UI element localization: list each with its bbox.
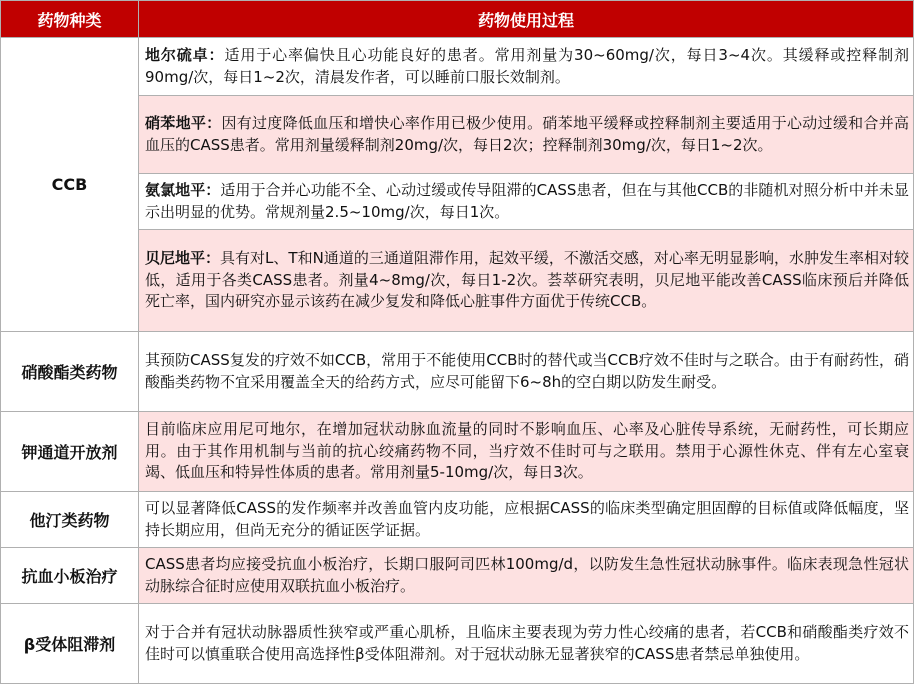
category-antiplatelet: 抗血小板治疗 (1, 548, 139, 604)
table-row (1, 38, 914, 96)
header-row (1, 1, 914, 38)
category-nitrates: 硝酸酯类药物 (1, 332, 139, 412)
ccb-benidipine (139, 230, 914, 332)
table-row (1, 604, 914, 684)
header-drug-category: 药物种类 (1, 1, 139, 38)
potassium-channel-description: 目前临床应用尼可地尔，在增加冠状动脉血流量的同时不影响血压、心率及心脏传导系统，无耐药性，可长期应用。由于其作用机制与当前的抗心绞痛药物不同，当疗效不佳时可与之联用。禁用于心源性休克、伴有左心室衰竭、低血压和特异性体质的患者。常用剂量5-10mg/次，每日3次。 (139, 412, 914, 492)
drug-description: 适用于心率偏快且心功能良好的患者。常用剂量为30~60mg/次，每日3~4次。其缓释或控释制剂90mg/次，每日1~2次，清晨发作者，可以睡前口服长效制剂。 (145, 46, 909, 86)
category-beta-blockers: β受体阻滞剂 (1, 604, 139, 684)
antiplatelet-description: CASS患者均应接受抗血小板治疗，长期口服阿司匹林100mg/d，以防发生急性冠状动脉事件。临床表现急性冠状动脉综合征时应使用双联抗血小板治疗。 (139, 548, 914, 604)
header-drug-usage: 药物使用过程 (139, 1, 914, 38)
table-row (1, 548, 914, 604)
table-row (1, 332, 914, 412)
category-statins: 他汀类药物 (1, 492, 139, 548)
table-row (1, 492, 914, 548)
category-potassium-channel-openers: 钾通道开放剂 (1, 412, 139, 492)
drug-description: 因有过度降低血压和增快心率作用已极少使用。硝苯地平缓释或控释制剂主要适用于心动过缓和合并高血压的CASS患者。常用剂量缓释制剂20mg/次，每日2次；控释制剂30mg/次，每日1~2次。 (145, 114, 909, 154)
category-ccb: CCB (1, 38, 139, 332)
statins-description: 可以显著降低CASS的发作频率并改善血管内皮功能，应根据CASS的临床类型确定胆固醇的目标值或降低幅度，坚持长期应用，但尚无充分的循证医学证据。 (139, 492, 914, 548)
drug-name: 地尔硫卓： (145, 46, 225, 64)
beta-blockers-description: 对于合并有冠状动脉器质性狭窄或严重心肌桥，且临床主要表现为劳力性心绞痛的患者，若CCB和硝酸酯类疗效不佳时可以慎重联合使用高选择性β受体阻滞剂。对于冠状动脉无显著狭窄的CASS患者禁忌单独使用。 (139, 604, 914, 684)
ccb-diltiazem (139, 38, 914, 96)
table-row (1, 412, 914, 492)
ccb-amlodipine (139, 174, 914, 230)
nitrates-description: 其预防CASS复发的疗效不如CCB，常用于不能使用CCB时的替代或当CCB疗效不佳时与之联合。由于有耐药性，硝酸酯类药物不宜采用覆盖全天的给药方式，应尽可能留下6~8h的空白期以防发生耐受。 (139, 332, 914, 412)
drug-name: 硝苯地平： (145, 114, 222, 132)
drug-description: 具有对L、T和N通道的三通道阻滞作用，起效平缓，不激活交感，对心率无明显影响，水肿发生率相对较低，适用于各类CASS患者。剂量4~8mg/次，每日1-2次。荟萃研究表明，贝尼地平能改善CASS临床预后并降低死亡率，国内研究亦显示该药在减少复发和降低心脏事件方面优于传统CCB。 (145, 249, 909, 311)
ccb-nifedipine (139, 96, 914, 174)
drug-name: 氨氯地平： (145, 181, 221, 199)
drug-name: 贝尼地平： (145, 249, 221, 268)
drug-description: 适用于合并心功能不全、心动过缓或传导阻滞的CASS患者，但在与其他CCB的非随机对照分析中并未显示出明显的优势。常规剂量2.5~10mg/次，每日1次。 (145, 181, 909, 221)
